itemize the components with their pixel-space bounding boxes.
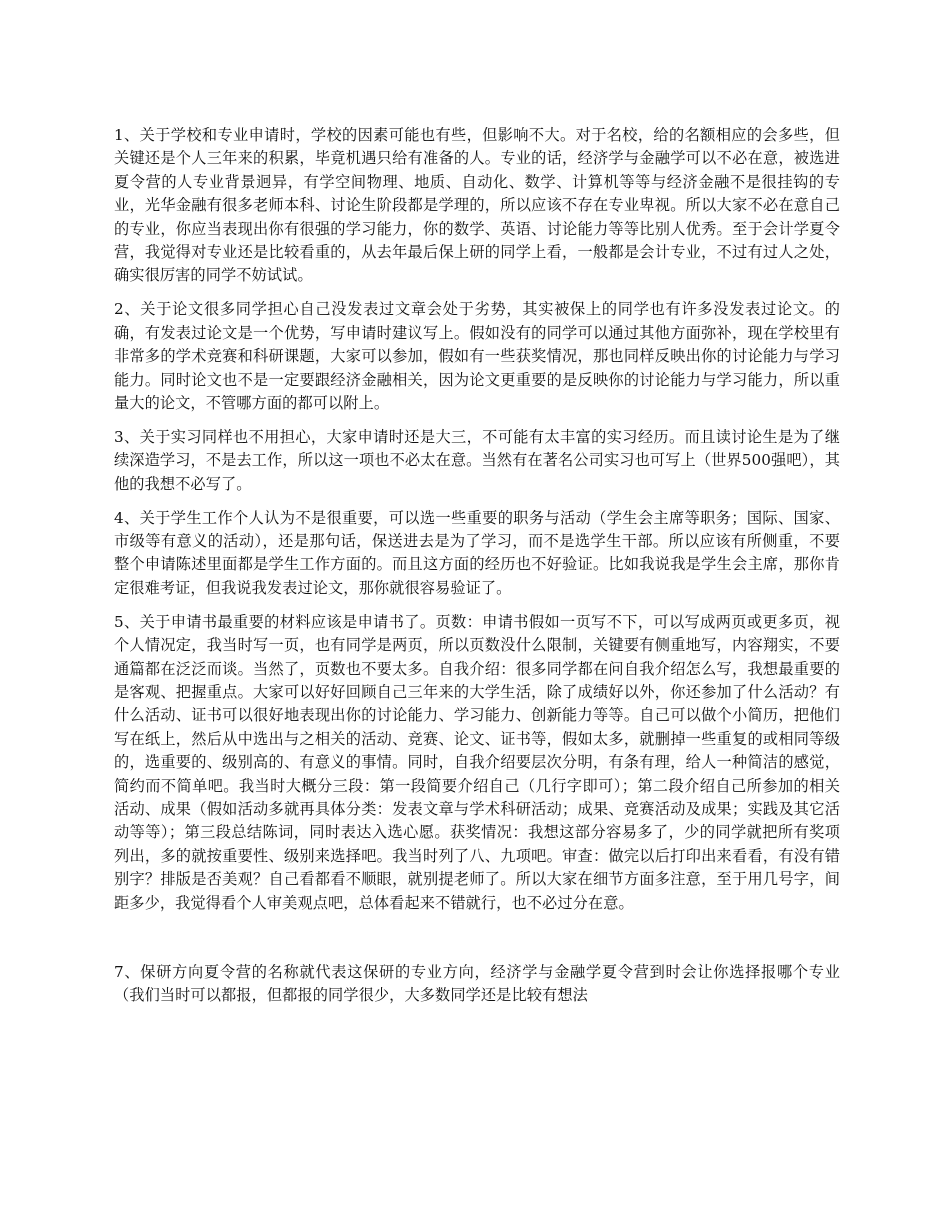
paragraph-1: 1、关于学校和专业申请时，学校的因素可能也有些，但影响不大。对于名校，给的名额相应的会多些，但关键还是个人三年来的积累，毕竟机遇只给有准备的人。专业的话，经济学与金融学可以不必在意，被选进夏令营的人专业背景迥异，有学空间物理、地质、自动化、数学、计算机等等与经济金融不是很挂钩的专业，光华金融有很多老师本科、讨论生阶段都是学理的，所以应该不存在专业卑视。所以大家不必在意自己的专业，你应当表现出你有很强的学习能力，你的数学、英语、讨论能力等等比别人优秀。至于会计学夏令营，我觉得对专业还是比较看重的，从去年最后保上研的同学上看，一般都是会计专业，不过有过人之处，确实很厉害的同学不妨试试。: [114, 126, 840, 285]
paragraph-3: 3、关于实习同样也不用担心，大家申请时还是大三，不可能有太丰富的实习经历。而且读讨论生是为了继续深造学习，不是去工作，所以这一项也不必太在意。当然有在著名公司实习也可写上（世界500强吧），其他的我想不必写了。: [114, 427, 840, 493]
paragraph-4: 4、关于学生工作个人认为不是很重要，可以选一些重要的职务与活动（学生会主席等职务；国际、国家、市级等有意义的活动），还是那句话，保送进去是为了学习，而不是选学生干部。所以应该有所侧重，不要整个申请陈述里面都是学生工作方面的。而且这方面的经历也不好验证。比如我说我是学生会主席，那你肯定很难考证，但我说我发表过论文，那你就很容易验证了。: [114, 508, 840, 597]
paragraph-5: 5、关于申请书最重要的材料应该是申请书了。页数：申请书假如一页写不下，可以写成两页或更多页，视个人情况定，我当时写一页，也有同学是两页，所以页数没什么限制，关键要有侧重地写，内容翔实，不要通篇都在泛泛而谈。当然了，页数也不要太多。自我介绍：很多同学都在问自我介绍怎么写，我想最重要的是客观、把握重点。大家可以好好回顾自己三年来的大学生活，除了成绩好以外，你还参加了什么活动？有什么活动、证书可以很好地表现出你的讨论能力、学习能力、创新能力等等。自己可以做个小简历，把他们写在纸上，然后从中选出与之相关的活动、竞赛、论文、证书等，假如太多，就删掉一些重复的或相同等级的，选重要的、级别高的、有意义的事情。同时，自我介绍要层次分明，有条有理，给人一种简洁的感觉，简约而不简单吧。我当时大概分三段：第一段简要介绍自己（几行字即可）；第二段介绍自己所参加的相关活动、成果（假如活动多就再具体分类：发表文章与学术科研活动；成果、竞赛活动及成果；实践及其它活动等等）；第三段总结陈词，同时表达入选心愿。获奖情况：我想这部分容易多了，少的同学就把所有奖项列出，多的就按重要性、级别来选择吧。我当时列了八、九项吧。审查：做完以后打印出来看看，有没有错别字？排版是否美观？自己看都看不顺眼，就别提老师了。所以大家在细节方面多注意，至于用几号字，间距多少，我觉得看个人审美观点吧，总体看起来不错就行，也不必过分在意。: [114, 612, 840, 912]
paragraph-7: 7、保研方向夏令营的名称就代表这保研的专业方向，经济学与金融学夏令营到时会让你选择报哪个专业（我们当时可以都报，但都报的同学很少，大多数同学还是比较有想法: [114, 963, 840, 1005]
document-body: [114, 124, 840, 1018]
paragraph-2: 2、关于论文很多同学担心自己没发表过文章会处于劣势，其实被保上的同学也有许多没发表过论文。的确，有发表过论文是一个优势，写申请时建议写上。假如没有的同学可以通过其他方面弥补，现在学校里有非常多的学术竞赛和科研课题，大家可以参加，假如有一些获奖情况，那也同样反映出你的讨论能力与学习能力。同时论文也不是一定要跟经济金融相关，因为论文更重要的是反映你的讨论能力与学习能力，所以重量大的论文，不管哪方面的都可以附上。: [114, 300, 840, 412]
